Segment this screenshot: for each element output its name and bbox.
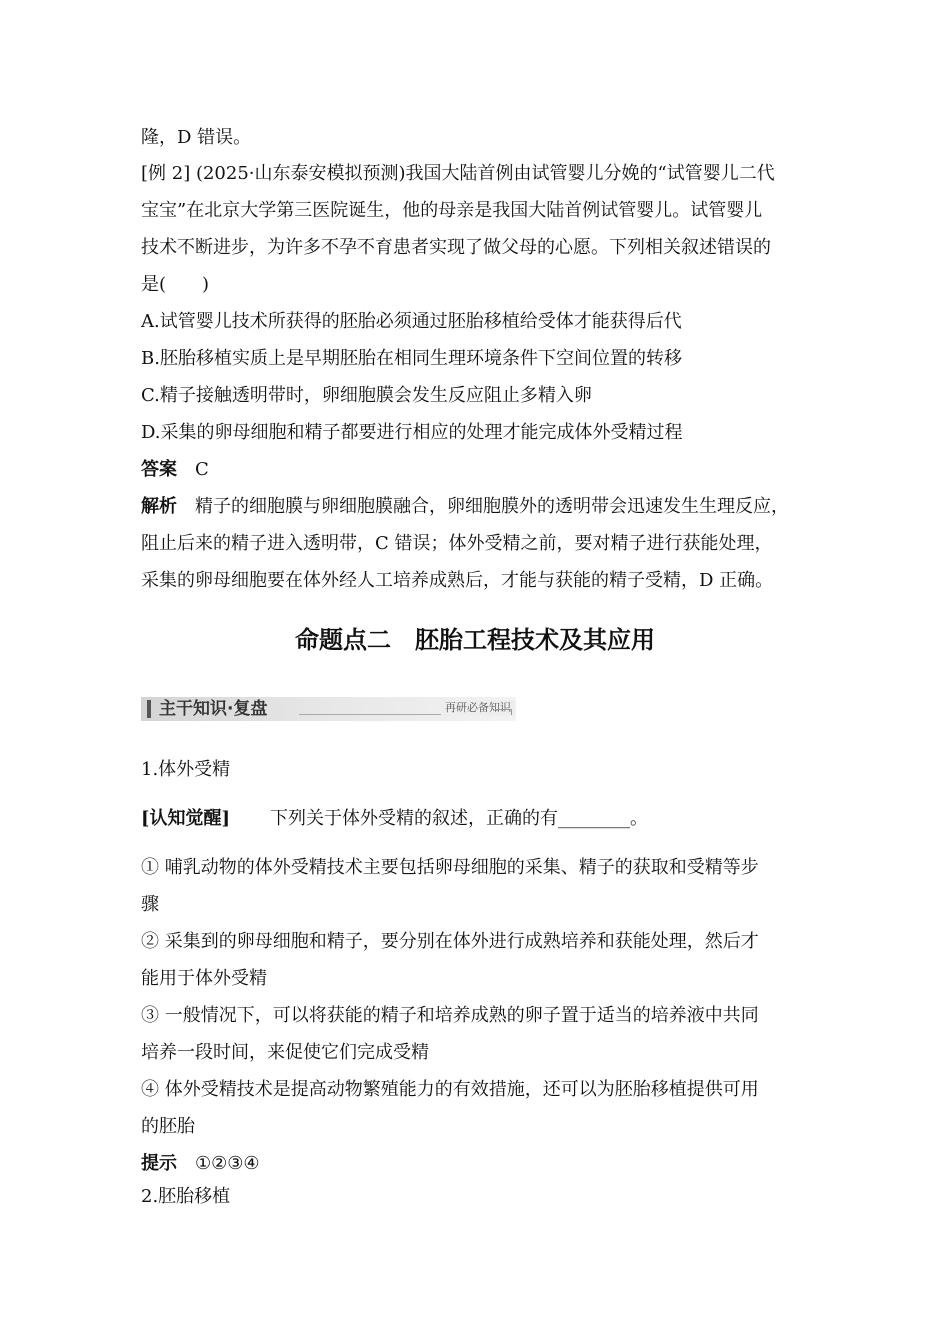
item-heading: 2.胚胎移植 xyxy=(141,1186,231,1207)
statement-line: 的胚胎 xyxy=(141,1116,195,1137)
prompt-text: 下列关于体外受精的叙述，正确的有________。 xyxy=(270,808,649,829)
option-d: D.采集的卵母细胞和精子都要进行相应的处理才能完成体外受精过程 xyxy=(141,422,683,443)
banner-subtitle: 再研必备知识 xyxy=(441,700,515,716)
section-title: 命题点二 胚胎工程技术及其应用 xyxy=(295,626,655,654)
statement-line: 培养一段时间，来促使它们完成受精 xyxy=(141,1042,429,1063)
statement-line: ① 哺乳动物的体外受精技术主要包括卵母细胞的采集、精子的获取和受精等步 xyxy=(141,857,759,878)
answer-label: 答案 xyxy=(141,459,177,480)
prompt-label: [认知觉醒] xyxy=(141,808,231,829)
example-question-line: [例 2] (2025·山东泰安模拟预测)我国大陆首例由试管婴儿分娩的“试管婴儿二代 xyxy=(141,163,775,184)
banner-bar xyxy=(147,700,151,718)
banner-tail xyxy=(495,709,512,715)
hint-label: 提示 xyxy=(141,1153,177,1174)
hint-value: ①②③④ xyxy=(195,1153,260,1174)
analysis-line: 采集的卵母细胞要在体外经人工培养成熟后，才能与获能的精子受精，D 正确。 xyxy=(141,570,774,591)
analysis-text: 精子的细胞膜与卵细胞膜融合，卵细胞膜外的透明带会迅速发生生理反应， xyxy=(195,496,789,517)
example-question-line: 是( ) xyxy=(141,274,210,295)
statement-line: 骤 xyxy=(141,894,159,915)
option-c: C.精子接触透明带时，卵细胞膜会发生反应阻止多精入卵 xyxy=(141,385,592,406)
statement-line: ② 采集到的卵母细胞和精子，要分别在体外进行成熟培养和获能处理，然后才 xyxy=(141,931,759,952)
hint-line xyxy=(141,1152,260,1176)
analysis-line xyxy=(141,495,789,519)
option-a: A.试管婴儿技术所获得的胚胎必须通过胚胎移植给受体才能获得后代 xyxy=(141,311,682,332)
analysis-label: 解析 xyxy=(141,496,177,517)
answer-value: C xyxy=(195,459,209,480)
item-heading: 1.体外受精 xyxy=(141,759,231,780)
statement-line: 能用于体外受精 xyxy=(141,968,267,989)
banner-label: 主干知识·复盘 xyxy=(159,699,268,719)
statement-line: ③ 一般情况下，可以将获能的精子和培养成熟的卵子置于适当的培养液中共同 xyxy=(141,1005,759,1026)
statement-line: ④ 体外受精技术是提高动物繁殖能力的有效措施，还可以为胚胎移植提供可用 xyxy=(141,1079,759,1100)
section-banner xyxy=(141,697,516,721)
option-b: B.胚胎移植实质上是早期胚胎在相同生理环境条件下空间位置的转移 xyxy=(141,348,682,369)
analysis-line: 阻止后来的精子进入透明带，C 错误；体外受精之前，要对精子进行获能处理， xyxy=(141,533,773,554)
paragraph-line: 隆，D 错误。 xyxy=(141,127,252,148)
answer-line xyxy=(141,458,209,482)
prompt-line xyxy=(141,807,648,831)
example-question-line: 宝宝”在北京大学第三医院诞生，他的母亲是我国大陆首例试管婴儿。试管婴儿 xyxy=(141,200,763,221)
example-question-line: 技术不断进步，为许多不孕不育患者实现了做父母的心愿。下列相关叙述错误的 xyxy=(141,237,771,258)
